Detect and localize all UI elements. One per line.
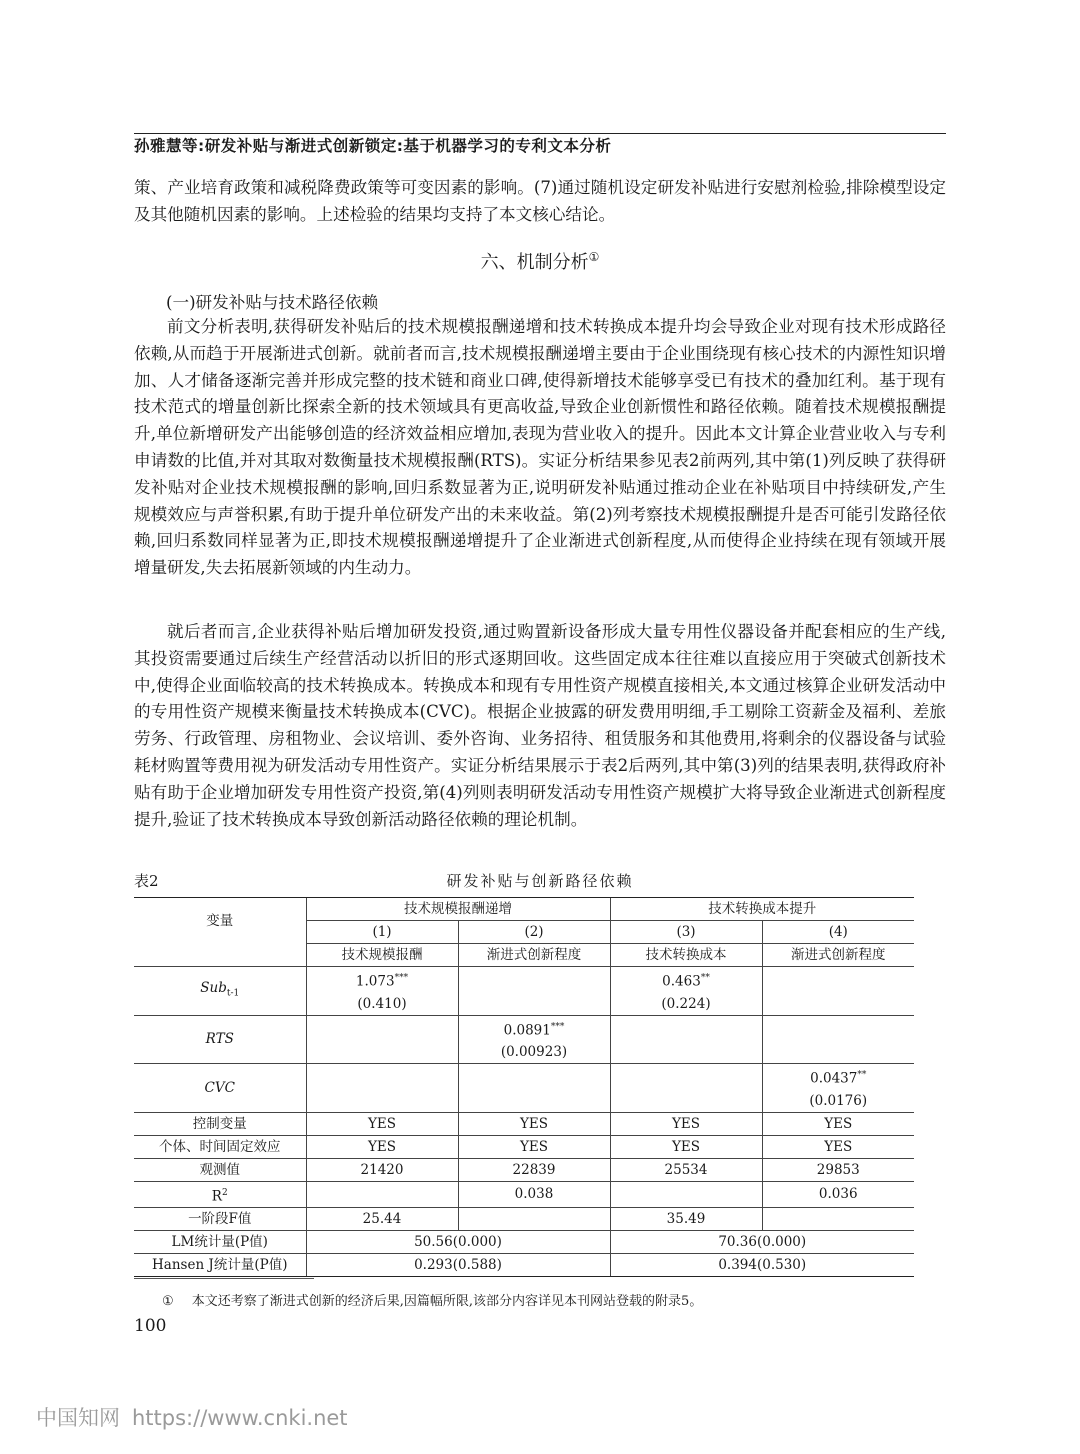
table-cell	[610, 1090, 762, 1113]
page-number: 100	[134, 1316, 167, 1336]
table-label: 表2	[134, 872, 159, 890]
table-cell	[458, 1064, 610, 1090]
table-cell	[610, 1064, 762, 1090]
row-label: 一阶段F值	[134, 1208, 306, 1231]
section-title	[0, 248, 1080, 274]
footnote	[162, 1290, 702, 1309]
table-cell	[458, 1090, 610, 1113]
table-cell: 21420	[306, 1158, 458, 1181]
table-row-lm	[134, 1231, 914, 1254]
footnote-text: 本文还考察了渐进式创新的经济后果,因篇幅所限,该部分内容详见本刊网站登载的附录5。	[191, 1294, 703, 1309]
row-label: $R^2$	[134, 1181, 306, 1208]
running-header: 孙雅慧等:研发补贴与渐进式创新锁定:基于机器学习的专利文本分析	[134, 137, 612, 155]
table-cell	[610, 1015, 762, 1041]
row-label: Hansen J统计量(P值)	[134, 1254, 306, 1277]
watermark-brand: 中国知网	[36, 1406, 120, 1430]
col-name-2: 渐进式创新程度	[458, 944, 610, 967]
table-caption: 研发补贴与创新路径依赖	[446, 872, 634, 890]
col-num-2: (2)	[458, 921, 610, 944]
table-cell	[306, 1181, 458, 1208]
var-header-spacer	[134, 944, 306, 967]
table-row	[134, 1181, 914, 1208]
table-cell	[762, 1041, 914, 1064]
table-cell: YES	[306, 1112, 458, 1135]
table-cell: YES	[458, 1135, 610, 1158]
table-row-cvc-coef	[134, 1064, 914, 1090]
paragraph-2: 前文分析表明,获得研发补贴后的技术规模报酬递增和技术转换成本提升均会导致企业对现有技术形成路径依赖,从而趋于开展渐进式创新。就前者而言,技术规模报酬递增主要由于企业围绕现有核心技术的内源性知识增加、人才储备逐渐完善并形成完整的技术链和商业口碑,使得新增技术能够享受已有技术的叠加红利。基于现有技术范式的增量创新比探索全新的技术领域具有更高收益,导致企业创新惯性和路径依赖。随着技术规模报酬提升,单位新增研发产出能够创造的经济效益相应增加,表现为营业收入的提升。因此本文计算企业营业收入与专利申请数的比值,并对其取对数衡量技术规模报酬(RTS)。实证分析结果参见表2前两列,其中第(1)列反映了获得研发补贴对企业技术规模报酬的影响,回归系数显著为正,说明研发补贴通过推动企业在补贴项目中持续研发,产生规模效应与声誉积累,有助于提升单位研发产出的未来收益。第(2)列考察技术规模报酬提升是否可能引发路径依赖,回归系数同样显著为正,即技术规模报酬递增提升了企业渐进式创新程度,从而使得企业持续在现有领域开展增量研发,失去拓展新领域的内生动力。	[134, 317, 946, 578]
var-header: 变量	[134, 898, 306, 944]
table-cell: 35.49	[610, 1208, 762, 1231]
col-num-4: (4)	[762, 921, 914, 944]
table-cell	[762, 993, 914, 1016]
group-header-1: 技术规模报酬递增	[306, 898, 610, 921]
table-cell: (0.410)	[306, 993, 458, 1016]
footnote-mark: ①	[162, 1294, 174, 1309]
watermark	[36, 1402, 360, 1432]
table-cell: 1.073***	[306, 967, 458, 993]
table-row-rts-coef	[134, 1015, 914, 1041]
watermark-url[interactable]: https://www.cnki.net	[132, 1406, 348, 1430]
table-cell	[762, 1208, 914, 1231]
table-cell: 0.463**	[610, 967, 762, 993]
table-cell	[306, 1015, 458, 1041]
table-cell: YES	[610, 1135, 762, 1158]
table-cell: YES	[458, 1112, 610, 1135]
table-row-sub-coef	[134, 967, 914, 993]
col-name-3: 技术转换成本	[610, 944, 762, 967]
table-cell	[458, 993, 610, 1016]
table-cell: 25534	[610, 1158, 762, 1181]
table-row-hansen	[134, 1254, 914, 1277]
table-cell: YES	[762, 1135, 914, 1158]
table-cell	[458, 1208, 610, 1231]
table-cell: 25.44	[306, 1208, 458, 1231]
table-cell	[610, 1181, 762, 1208]
row-label-sub	[134, 967, 306, 1016]
table-cell	[306, 1041, 458, 1064]
table-cell	[306, 1090, 458, 1113]
table-cell: (0.00923)	[458, 1041, 610, 1064]
table-cell	[762, 967, 914, 993]
table-row	[134, 1208, 914, 1231]
table-cell: 0.293(0.588)	[306, 1254, 610, 1277]
table-cell: (0.224)	[610, 993, 762, 1016]
col-name-1: 技术规模报酬	[306, 944, 458, 967]
header-rule	[134, 133, 946, 134]
col-num-3: (3)	[610, 921, 762, 944]
section-footnote-mark[interactable]: ①	[588, 250, 600, 264]
table-header-row-groups	[134, 898, 914, 921]
paragraph-1: 策、产业培育政策和减税降费政策等可变因素的影响。(7)通过随机设定研发补贴进行安慰剂检验,排除模型设定及其他随机因素的影响。上述检验的结果均支持了本文核心结论。	[134, 178, 946, 224]
sub-var-main: Sub	[200, 979, 227, 996]
row-label: LM统计量(P值)	[134, 1231, 306, 1254]
table-row	[134, 1158, 914, 1181]
table-cell: YES	[610, 1112, 762, 1135]
table-header-row-names	[134, 944, 914, 967]
table-cell: 50.56(0.000)	[306, 1231, 610, 1254]
row-label-rts: RTS	[134, 1015, 306, 1064]
table-cell: (0.0176)	[762, 1090, 914, 1113]
table-cell: 0.394(0.530)	[610, 1254, 914, 1277]
table-row	[134, 1135, 914, 1158]
col-num-1: (1)	[306, 921, 458, 944]
table-cell	[610, 1041, 762, 1064]
results-table	[134, 897, 914, 1277]
table-cell: 70.36(0.000)	[610, 1231, 914, 1254]
table-cell	[458, 967, 610, 993]
row-label-cvc: CVC	[134, 1064, 306, 1113]
table-cell: 29853	[762, 1158, 914, 1181]
col-name-4: 渐进式创新程度	[762, 944, 914, 967]
table-cell: YES	[762, 1112, 914, 1135]
table-cell	[762, 1015, 914, 1041]
table-cell: 0.0891***	[458, 1015, 610, 1041]
group-header-2: 技术转换成本提升	[610, 898, 914, 921]
footnote-rule	[134, 1278, 314, 1279]
subsection-title: (一)研发补贴与技术路径依赖	[166, 293, 379, 312]
table-cell: 22839	[458, 1158, 610, 1181]
sub-var-subscript: t-1	[226, 988, 240, 999]
table-row	[134, 1112, 914, 1135]
table-cell: 0.038	[458, 1181, 610, 1208]
row-label: 控制变量	[134, 1112, 306, 1135]
table-cell: 0.0437**	[762, 1064, 914, 1090]
row-label: 个体、时间固定效应	[134, 1135, 306, 1158]
table-cell: YES	[306, 1135, 458, 1158]
paragraph-3: 就后者而言,企业获得补贴后增加研发投资,通过购置新设备形成大量专用性仪器设备并配套相应的生产线,其投资需要通过后续生产经营活动以折旧的形式逐期回收。这些固定成本往往难以直接应用于突破式创新技术中,使得企业面临较高的技术转换成本。转换成本和现有专用性资产规模直接相关,本文通过核算企业研发活动中的专用性资产规模来衡量技术转换成本(CVC)。根据企业披露的研发费用明细,手工剔除工资薪金及福利、差旅劳务、行政管理、房租物业、会议培训、委外咨询、业务招待、租赁服务和其他费用,将剩余的仪器设备与试验耗材购置等费用视为研发活动专用性资产。实证分析结果展示于表2后两列,其中第(3)列的结果表明,获得政府补贴有助于企业增加研发专用性资产投资,第(4)列则表明研发活动专用性资产规模扩大将导致企业渐进式创新程度提升,验证了技术转换成本导致创新活动路径依赖的理论机制。	[134, 622, 946, 829]
table-cell: 0.036	[762, 1181, 914, 1208]
table-cell	[306, 1064, 458, 1090]
row-label: 观测值	[134, 1158, 306, 1181]
section-title-text: 六、机制分析	[480, 252, 589, 273]
